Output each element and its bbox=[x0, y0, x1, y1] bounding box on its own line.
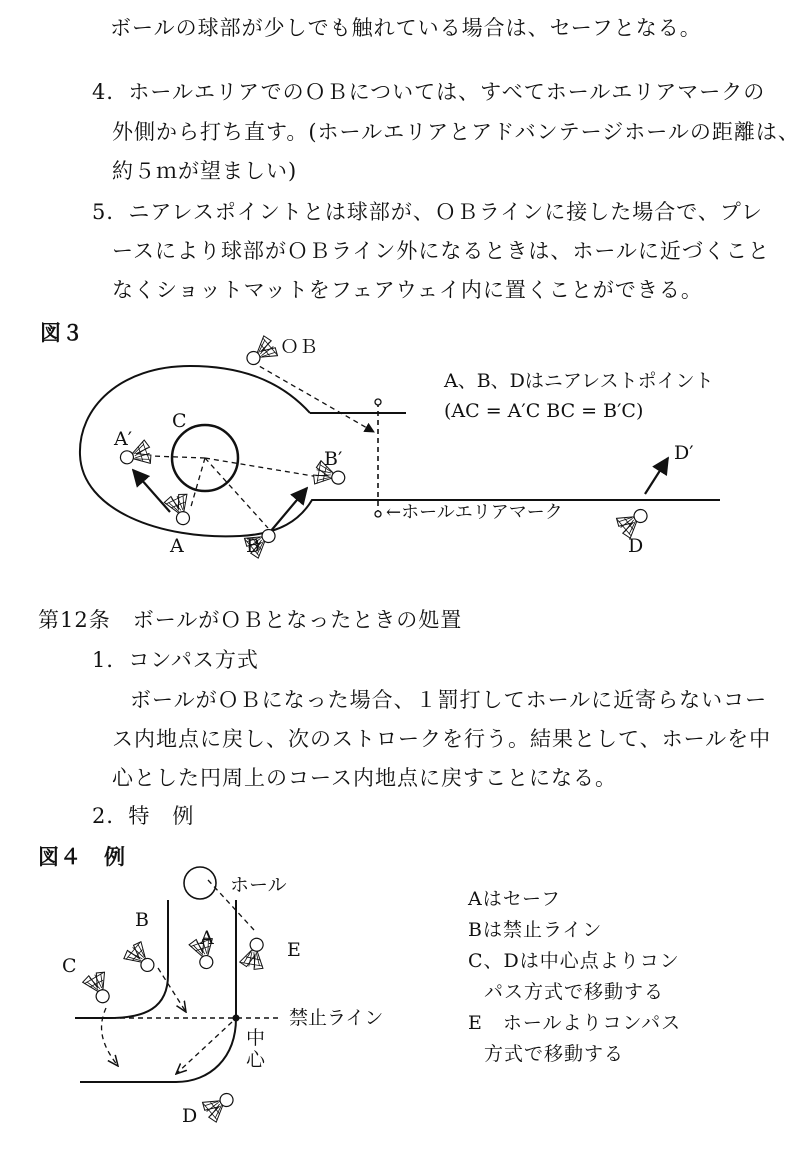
ac-line bbox=[190, 458, 205, 510]
item-4-line-1: 4．ホールエリアでのＯＢについては、すべてホールエリアマークの bbox=[92, 80, 766, 104]
article-12-sub-2: 2．特 例 bbox=[92, 804, 195, 828]
hole-area-mark-label: ←ホールエリアマーク bbox=[386, 502, 563, 523]
fig4-shuttle-e bbox=[239, 935, 272, 972]
fig4-forbidden-label: 禁止ライン bbox=[289, 1007, 384, 1029]
label-a: A bbox=[170, 535, 184, 557]
item-5-line-2: ースにより球部がＯＢライン外になるときは、ホールに近づくこと bbox=[112, 239, 770, 263]
b-to-b-prime-arrow bbox=[270, 488, 307, 532]
figure-3-diagram bbox=[80, 334, 720, 560]
fig4-b-path bbox=[158, 968, 186, 1012]
hole-area-mark-top bbox=[375, 399, 381, 405]
fig4-legend-1: Aはセーフ bbox=[468, 888, 562, 910]
fig4-legend-6: 方式で移動する bbox=[484, 1043, 625, 1065]
label-d-prime: D′ bbox=[674, 442, 694, 464]
a-to-a-prime-arrow bbox=[133, 470, 170, 512]
article-12-para-line-3: 心とした円周上のコース内地点に戻すことになる。 bbox=[112, 766, 617, 790]
d-to-d-prime-arrow bbox=[645, 458, 668, 494]
fig4-label-e: E bbox=[287, 939, 301, 961]
figure-3-label: 図３ bbox=[40, 320, 84, 345]
article-12-para-line-1: ボールがＯＢになった場合、１罰打してホールに近寄らないコー bbox=[130, 688, 768, 712]
article-12-heading: 第12条 ボールがＯＢとなったときの処置 bbox=[38, 608, 463, 632]
fig3-caption-1: A、B、Dはニアレストポイント bbox=[444, 370, 714, 392]
item-5-line-3: なくショットマットをフェアウェイ内に置くことができる。 bbox=[112, 278, 703, 302]
fig4-shuttle-c bbox=[81, 970, 114, 1007]
figure-4-diagram bbox=[62, 867, 383, 1127]
fig4-label-a: A bbox=[200, 927, 214, 949]
fig4-label-d: D bbox=[182, 1105, 198, 1127]
bc-prime-line bbox=[205, 458, 325, 478]
article-12-para-line-2: ス内地点に戻し、次のストロークを行う。結果として、ホールを中 bbox=[112, 727, 772, 751]
label-b-prime: B′ bbox=[324, 448, 343, 470]
ob-path bbox=[252, 362, 374, 432]
hole-area-mark-bottom bbox=[375, 511, 381, 517]
fig4-d-path bbox=[176, 1022, 232, 1074]
fig4-shuttle-d bbox=[201, 1088, 239, 1124]
article-12-sub-1: 1．コンパス方式 bbox=[92, 648, 259, 672]
fig4-legend-2: Bは禁止ライン bbox=[468, 919, 603, 941]
label-d: D bbox=[628, 535, 644, 557]
label-a-prime: A′ bbox=[114, 428, 133, 450]
fig4-legend-3: C、Dは中心点よりコン bbox=[468, 950, 680, 972]
fig3-caption-2: (AC = A′C BC = B′C) bbox=[444, 400, 644, 422]
fig4-label-c: C bbox=[62, 955, 77, 977]
fig4-center-label-2: 心 bbox=[246, 1049, 266, 1071]
fig4-center-label-1: 中 bbox=[246, 1027, 266, 1049]
fig4-legend-5: E ホールよりコンパス bbox=[468, 1012, 682, 1034]
fig4-c-path bbox=[102, 1008, 118, 1066]
item-4-line-3: 約５ｍが望ましい) bbox=[112, 159, 298, 183]
fig4-hole-label: ホール bbox=[230, 874, 287, 896]
item-5-line-1: 5．ニアレスポイントとは球部が、ＯＢラインに接した場合で、プレ bbox=[92, 200, 763, 224]
fig4-label-b: B bbox=[135, 909, 149, 931]
item-4-line-2: 外側から打ち直す。(ホールエリアとアドバンテージホールの距離は、 bbox=[112, 120, 800, 144]
label-c: C bbox=[172, 410, 187, 432]
label-b: B bbox=[246, 535, 260, 557]
shuttle-ob bbox=[241, 334, 279, 370]
fig4-center-point bbox=[233, 1015, 240, 1022]
figure-4-label: 図４ 例 bbox=[38, 844, 126, 869]
fig4-shuttle-b bbox=[121, 940, 159, 979]
body-line-1: ボールの球部が少しでも触れている場合は、セーフとなる。 bbox=[110, 16, 702, 40]
fig4-upper-left-boundary bbox=[75, 900, 168, 1018]
ob-label: ＯＢ bbox=[280, 336, 319, 358]
fig4-legend-4: パス方式で移動する bbox=[484, 981, 665, 1003]
